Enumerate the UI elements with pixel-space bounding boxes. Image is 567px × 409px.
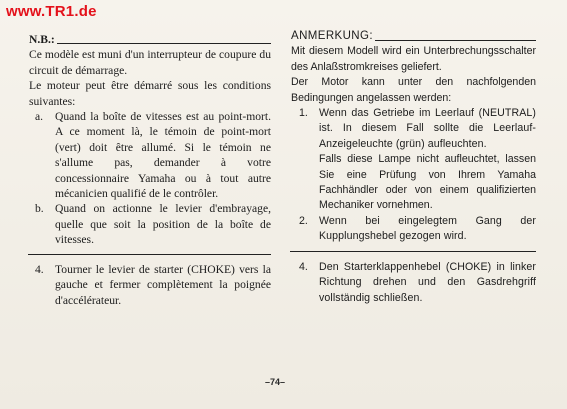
list-marker: b. bbox=[35, 202, 44, 216]
french-condition-b bbox=[29, 201, 271, 247]
list-item-text: Quand la boîte de vitesses est au point-mort. A ce moment là, le témoin de point-mort (vert) doit être allumé. Si le témoin ne s'allume pas, demander à votre concessionnaire Yamaha ou à tout autre mécanicien qualifié de le contrôler. bbox=[55, 110, 271, 201]
step-number: 4. bbox=[299, 260, 308, 273]
german-heading-label: ANMERKUNG: bbox=[291, 30, 373, 42]
french-conditions: Le moteur peut être démarré sous les conditions suivantes: bbox=[29, 79, 271, 108]
german-step-4 bbox=[291, 260, 536, 306]
german-condition-1-followup: Falls diese Lampe nicht aufleuchtet, lassen Sie eine Prüfung von Ihrem Yamaha Fachhändler oder von einem qualifizierten Mechaniker vornehmen. bbox=[319, 153, 536, 212]
heading-rule bbox=[57, 43, 271, 44]
french-step-4 bbox=[29, 262, 271, 308]
list-marker: 2. bbox=[299, 214, 308, 227]
german-conditions: Der Motor kann unter den nachfolgenden Bedingungen angelassen werden: bbox=[291, 76, 536, 104]
french-note-heading bbox=[29, 32, 271, 47]
step-text: Den Starterklappenhebel (CHOKE) in linker Richtung drehen und den Gasdrehgriff vollständig schließen. bbox=[319, 260, 536, 304]
list-item-text: Quand on actionne le levier d'embrayage, quelle que soit la position de la boîte de vitesses. bbox=[55, 202, 271, 247]
list-marker: 1. bbox=[299, 107, 308, 120]
french-column bbox=[29, 32, 271, 308]
step-number: 4. bbox=[35, 262, 44, 276]
divider-rule bbox=[290, 251, 536, 252]
site-watermark: www.TR1.de bbox=[6, 3, 97, 20]
german-condition-1 bbox=[291, 106, 536, 152]
german-note-heading bbox=[291, 29, 536, 44]
list-item-text: Wenn das Getriebe im Leerlauf (NEUTRAL) ist. In diesem Fall sollte die Leerlauf-Anzeigeleuchte (grün) aufleuchten. bbox=[319, 107, 536, 150]
divider-rule bbox=[28, 254, 271, 255]
french-intro: Ce modèle est muni d'un interrupteur de coupure du circuit de démarrage. bbox=[29, 48, 271, 77]
german-condition-2 bbox=[291, 214, 536, 245]
french-heading-label: N.B.: bbox=[29, 33, 55, 46]
step-text: Tourner le levier de starter (CHOKE) vers la gauche et fermer complètement la poignée d'accélérateur. bbox=[55, 262, 271, 307]
german-intro: Mit diesem Modell wird ein Unterbrechungsschalter des Anlaßstromkreises geliefert. bbox=[291, 45, 536, 73]
french-condition-a bbox=[29, 109, 271, 201]
heading-rule bbox=[375, 40, 536, 41]
list-marker: a. bbox=[35, 110, 44, 124]
page-number: –74– bbox=[265, 377, 286, 387]
list-item-text: Wenn bei eingelegtem Gang der Kupplungshebel gezogen wird. bbox=[319, 214, 536, 243]
german-column bbox=[291, 29, 536, 306]
